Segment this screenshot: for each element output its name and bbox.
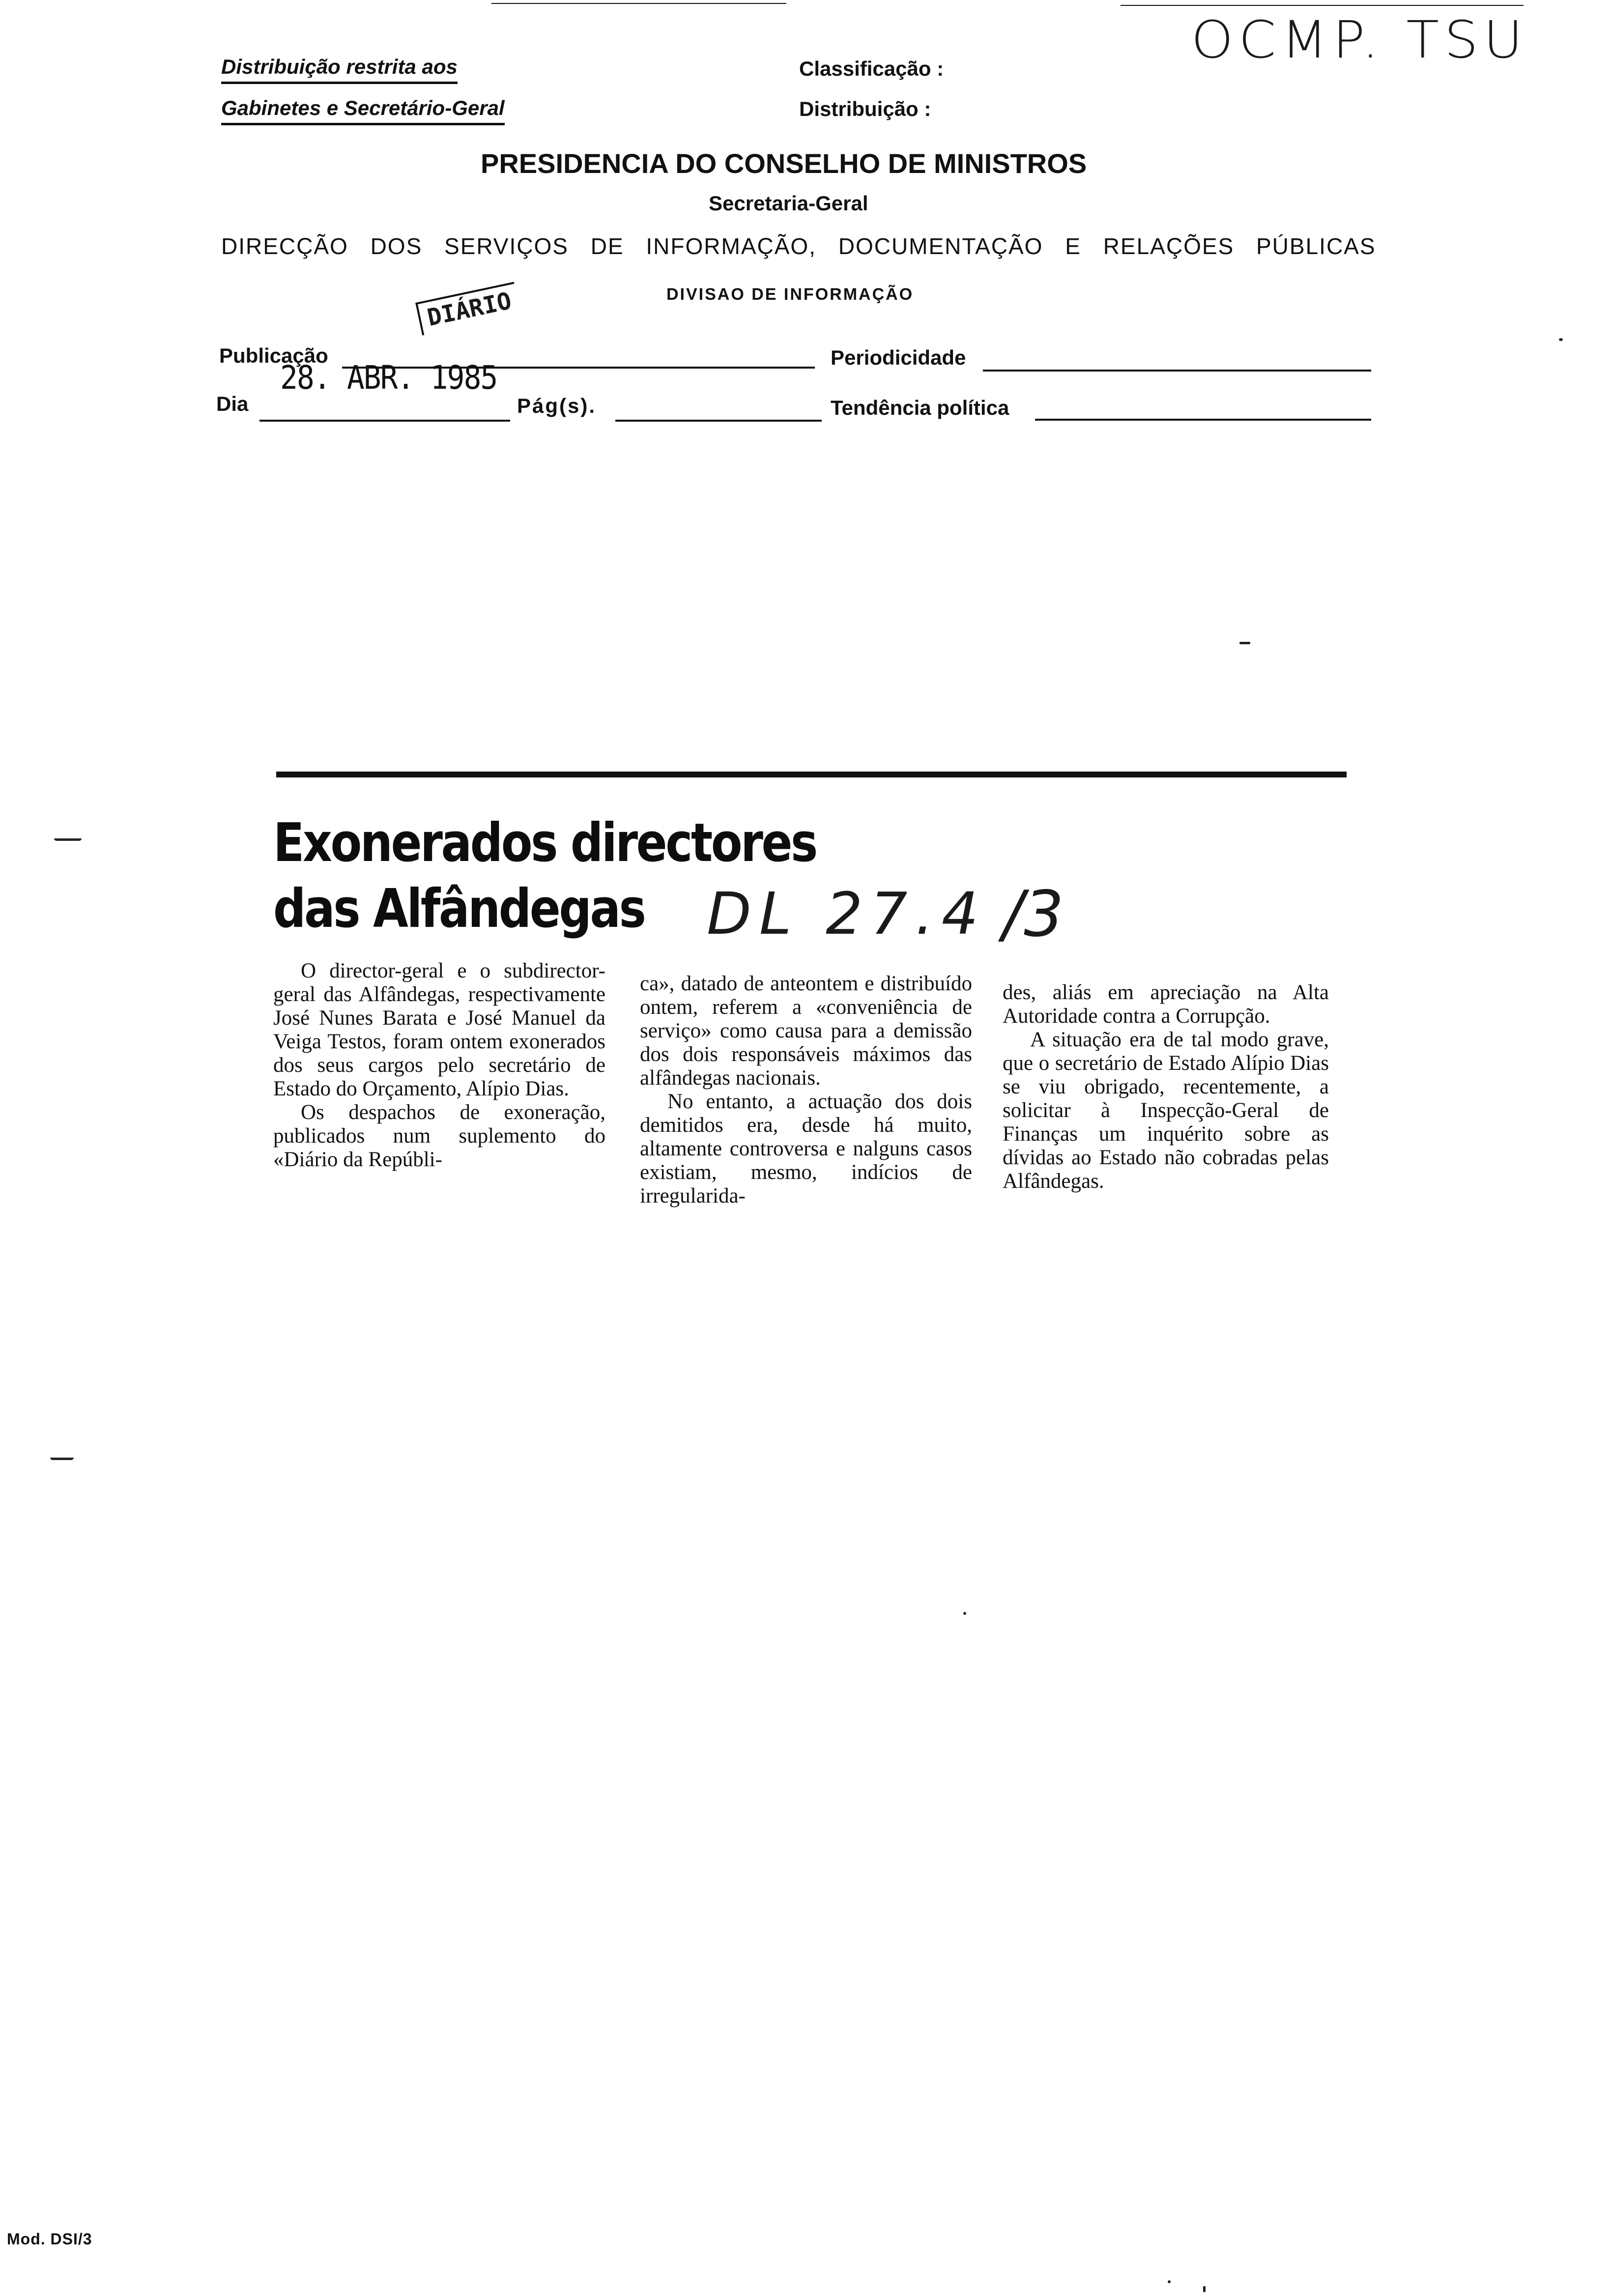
- article-top-rule: [276, 772, 1347, 777]
- column-3-paragraph-1: des, aliás em apreciação na Alta Autoridade contra a Corrupção.: [1003, 981, 1329, 1028]
- column-1-paragraph-2: Os despachos de exoneração, publicados num suplemento do «Diário da Repúbli-: [273, 1101, 605, 1171]
- scan-mark: [50, 1458, 74, 1460]
- tendencia-label: Tendência política: [831, 396, 1009, 419]
- handwritten-page-note: /3: [1003, 878, 1064, 951]
- scan-mark: [1168, 2280, 1171, 2283]
- diario-stamp-text: DIÁRIO: [425, 287, 514, 332]
- pags-line: [615, 420, 822, 422]
- article-column-2: [640, 972, 972, 1208]
- column-3-paragraph-2: A situação era de tal modo grave, que o secretário de Estado Alípio Dias se viu obrigado, recentemente, a solicitar à Inspecção-Geral de Finanças um inquérito sobre as dívidas ao Estado não cobradas pelas Alfândegas.: [1003, 1028, 1329, 1193]
- handwritten-date-note: DL 27.4: [707, 880, 986, 947]
- dia-label: Dia: [216, 392, 249, 415]
- top-scan-line: [491, 3, 786, 4]
- model-code: Mod. DSI/3: [7, 2230, 92, 2248]
- scan-mark: [1239, 642, 1250, 644]
- presidency-title: PRESIDENCIA DO CONSELHO DE MINISTROS: [481, 148, 1087, 179]
- restricted-line-2: Gabinetes e Secretário-Geral: [221, 96, 505, 125]
- pags-label: Pág(s).: [517, 394, 597, 417]
- top-scan-line-right: [1121, 5, 1524, 6]
- column-1-paragraph-1: O director-geral e o subdirector-geral das Alfândegas, respectivamente José Nunes Barata e José Manuel da Veiga Testos, foram ontem exonerados dos seus cargos pelo secretário de Estado do Orçamento, Alípio Dias.: [273, 959, 605, 1100]
- dia-line: [259, 420, 510, 422]
- headline-line-2: das Alfândegas: [273, 878, 645, 940]
- dia-date-stamp: 28. ABR. 1985: [280, 359, 497, 397]
- scan-mark: [1559, 338, 1563, 341]
- distribuicao-label: Distribuição :: [799, 97, 931, 120]
- direccao-title: DIRECÇÃO DOS SERVIÇOS DE INFORMAÇÃO, DOCUMENTAÇÃO E RELAÇÕES PÚBLICAS: [221, 233, 1376, 259]
- scan-mark: [1203, 2286, 1206, 2292]
- scan-mark: [54, 838, 82, 841]
- periodicidade-line: [983, 370, 1371, 372]
- headline-line-1: Exonerados directores: [273, 812, 816, 874]
- divisao-informacao: DIVISAO DE INFORMAÇÃO: [666, 285, 914, 304]
- article-column-3: [1003, 981, 1329, 1193]
- handwritten-corner-note: OCMP. TSU: [1191, 10, 1528, 70]
- secretaria-geral: Secretaria-Geral: [709, 192, 868, 215]
- diario-stamp: [415, 282, 521, 335]
- scan-mark: [963, 1612, 966, 1615]
- publicacao-label: Publicação: [219, 344, 328, 367]
- classificacao-label: Classificação :: [799, 57, 944, 80]
- column-2-paragraph-2: No entanto, a actuação dos dois demitidos era, desde há muito, altamente controversa e nalguns casos existiam, mesmo, indícios de irregularida-: [640, 1090, 972, 1207]
- restricted-line-1: Distribuição restrita aos: [221, 55, 458, 84]
- column-2-paragraph-1: ca», datado de anteontem e distribuído ontem, referem a «conveniência de serviço» como causa para a demissão dos dois responsáveis máximos das alfândegas nacionais.: [640, 972, 972, 1090]
- tendencia-line: [1035, 419, 1371, 421]
- article-column-1: [273, 959, 605, 1172]
- periodicidade-label: Periodicidade: [831, 346, 966, 369]
